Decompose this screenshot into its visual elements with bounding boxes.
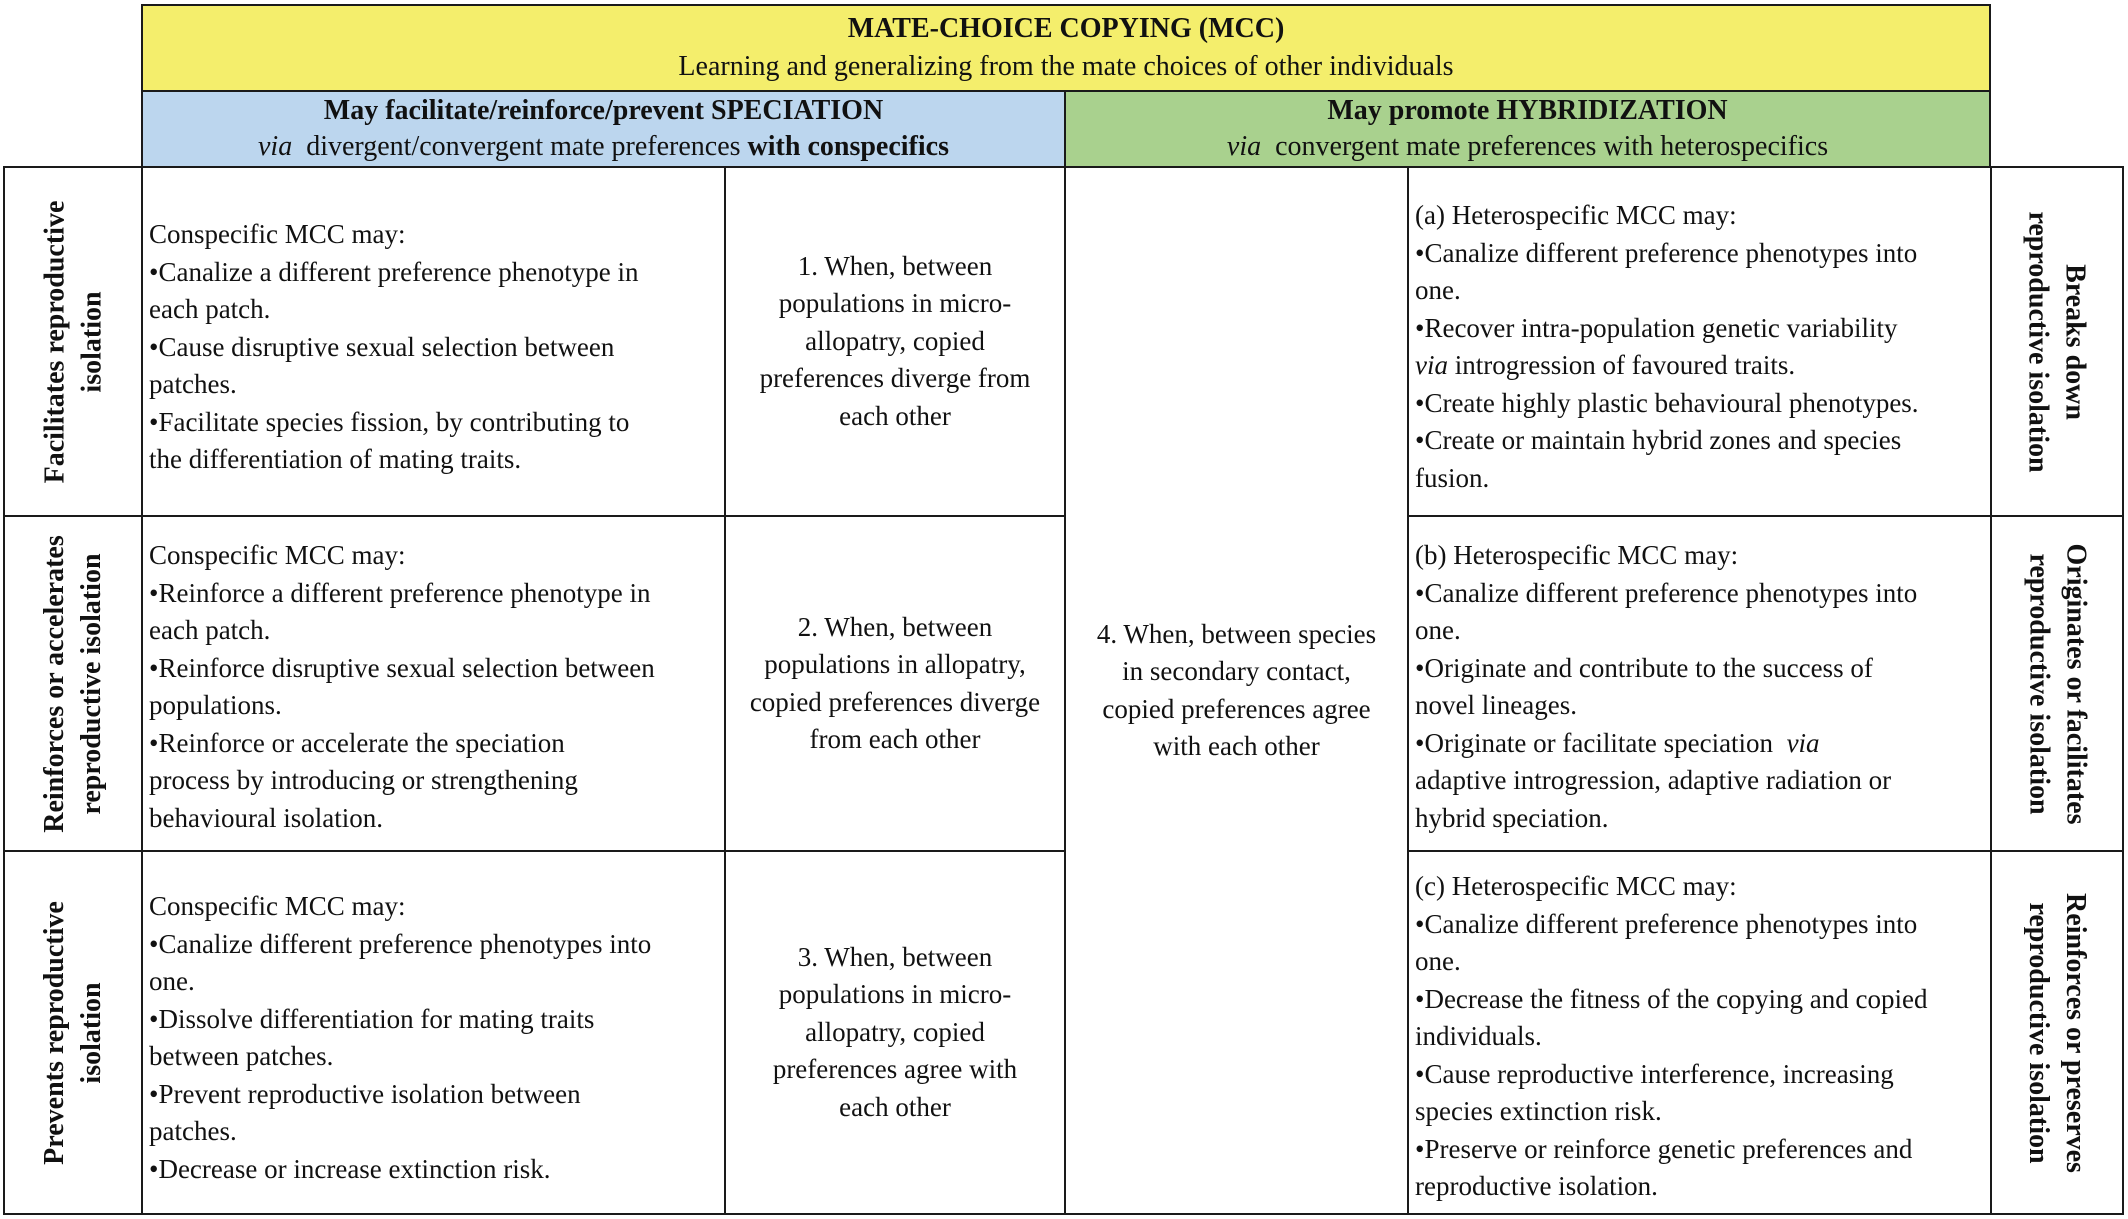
cell-line: hybrid speciation. — [1415, 802, 1609, 833]
cell-line: •Prevent reproductive isolation between — [149, 1078, 581, 1109]
cell-line: •Reinforce or accelerate the speciation — [149, 727, 565, 758]
cell-line: the differentiation of mating traits. — [149, 444, 522, 474]
row-label-facilitates — [3, 166, 143, 517]
cell-line: •Create or maintain hybrid zones and species — [1415, 425, 1902, 455]
speciation-heading: May facilitate/reinforce/prevent SPECIATION — [323, 95, 884, 126]
cell-line: reproductive isolation. — [1415, 1171, 1658, 1201]
cell-intro: (c) Heterospecific MCC may: — [1415, 871, 1737, 901]
row-label-line: reproductive isolation — [2023, 552, 2055, 815]
scenario-line: populations in micro- — [778, 979, 1012, 1010]
cell-line: •Dissolve differentiation for mating traits — [149, 1003, 595, 1034]
row-label-line: Prevents reproductive — [39, 900, 70, 1165]
speciation-bold-tail: with conspecifics — [747, 131, 949, 162]
scenario-line: 4. When, between species — [1096, 618, 1377, 649]
cell-line: •Create highly plastic behavioural phenotypes. — [1415, 387, 1919, 418]
cell-line: •Cause disruptive sexual selection between — [149, 331, 615, 362]
cell-line: one. — [1415, 275, 1461, 305]
row-label-line: reproductive isolation — [2023, 901, 2055, 1164]
conspecific-cell-1 — [141, 166, 726, 517]
row-label-line: isolation — [76, 290, 108, 393]
table-title: MATE-CHOICE COPYING (MCC) — [847, 13, 1285, 44]
row-label-reinforces — [3, 515, 143, 852]
cell-line: behavioural isolation. — [149, 802, 383, 833]
cell-line: populations. — [149, 690, 282, 720]
cell-line: one. — [149, 966, 195, 996]
hybridization-subheading — [1227, 129, 1828, 165]
cell-line: patches. — [149, 369, 237, 399]
scenario-line: preferences agree with — [772, 1054, 1018, 1085]
scenario-line: preferences diverge from — [759, 363, 1031, 394]
row-label-line: Originates or facilitates — [2060, 543, 2092, 824]
heterospecific-cell-c — [1407, 850, 1992, 1215]
cell-line — [1415, 725, 1990, 763]
cell-line: novel lineages. — [1415, 690, 1577, 720]
cell-line: •Reinforce disruptive sexual selection between — [149, 652, 655, 683]
scenario-line: copied preferences agree — [1102, 693, 1371, 724]
cell-line: adaptive introgression, adaptive radiation or — [1415, 765, 1892, 795]
cell-line: •Preserve or reinforce genetic preferences and — [1415, 1133, 1913, 1164]
scenario-line: with each other — [1153, 731, 1320, 761]
scenario-cell-2 — [724, 515, 1066, 852]
cell-line: •Canalize different preference phenotypes into — [1415, 577, 1918, 608]
cell-line: •Canalize different preference phenotypes into — [149, 928, 652, 959]
cell-line: process by introducing or strengthening — [149, 765, 578, 795]
cell-intro: Conspecific MCC may: — [149, 540, 406, 570]
cell-line-rest: introgression of favoured traits. — [1448, 350, 1796, 380]
hybridization-text: convergent mate preferences with heterospecifics — [1275, 131, 1829, 162]
table-title-header — [141, 4, 1991, 92]
scenario-line: from each other — [809, 724, 981, 754]
speciation-text: divergent/convergent mate preferences — [306, 131, 741, 162]
row-label-line: reproductive isolation — [76, 552, 107, 815]
cell-line: •Decrease or increase extinction risk. — [149, 1153, 551, 1184]
speciation-subheading — [258, 129, 949, 165]
cell-line: •Canalize different preference phenotypes into — [1415, 908, 1918, 939]
speciation-header — [141, 90, 1066, 168]
scenario-line: allopatry, copied — [805, 325, 985, 356]
scenario-cell-3 — [724, 850, 1066, 1215]
hybridization-heading: May promote HYBRIDIZATION — [1327, 95, 1728, 126]
scenario-line: each other — [839, 1091, 951, 1122]
cell-intro: Conspecific MCC may: — [149, 219, 406, 249]
scenario-line: 3. When, between — [797, 941, 993, 972]
scenario-line: each other — [839, 400, 951, 431]
cell-line: •Decrease the fitness of the copying and copied — [1415, 983, 1928, 1014]
row-label-line: isolation — [76, 981, 107, 1084]
cell-line: •Reinforce a different preference phenotype in — [149, 577, 651, 608]
row-label-line: Reinforces or accelerates — [39, 534, 70, 833]
row-label-prevents — [3, 850, 143, 1215]
via-text: via — [1786, 727, 1820, 758]
cell-line: patches. — [149, 1116, 237, 1146]
cell-line: each patch. — [149, 294, 271, 324]
scenario-line: copied preferences diverge — [749, 686, 1041, 717]
cell-line: one. — [1415, 946, 1461, 976]
scenario-line: populations in micro- — [778, 288, 1012, 319]
row-label-line: Facilitates reproductive — [39, 200, 71, 483]
cell-intro: (b) Heterospecific MCC may: — [1415, 540, 1739, 570]
cell-intro: (a) Heterospecific MCC may: — [1415, 200, 1737, 230]
cell-line: •Facilitate species fission, by contributing to — [149, 406, 630, 437]
row-label-originates — [1990, 515, 2124, 852]
row-label-line: Breaks down — [2060, 263, 2092, 420]
scenario-line: populations in allopatry, — [764, 649, 1026, 679]
row-label-line: reproductive isolation — [2023, 210, 2055, 473]
table-subtitle: Learning and generalizing from the mate choices of other individuals — [678, 51, 1454, 82]
cell-line: •Canalize different preference phenotypes into — [1415, 237, 1918, 268]
hybridization-header — [1064, 90, 1991, 168]
row-label-breaks-down — [1990, 166, 2124, 517]
cell-line: •Cause reproductive interference, increasing — [1415, 1058, 1894, 1089]
scenario-cell-4 — [1064, 166, 1409, 1215]
via-text: via — [258, 131, 293, 162]
cell-line: between patches. — [149, 1041, 334, 1071]
heterospecific-cell-a — [1407, 166, 1992, 517]
cell-line: •Canalize a different preference phenotype in — [149, 256, 639, 287]
cell-line: individuals. — [1415, 1021, 1542, 1051]
conspecific-cell-3 — [141, 850, 726, 1215]
cell-line: •Originate and contribute to the success of — [1415, 652, 1873, 683]
cell-line: species extinction risk. — [1415, 1096, 1662, 1126]
row-label-line: Reinforces or preserves — [2060, 892, 2092, 1173]
cell-line: one. — [1415, 615, 1461, 645]
cell-line: fusion. — [1415, 462, 1490, 493]
via-text: via — [1415, 350, 1448, 380]
cell-line — [1415, 347, 1990, 385]
via-text: via — [1226, 131, 1262, 162]
heterospecific-cell-b — [1407, 515, 1992, 852]
cell-intro: Conspecific MCC may: — [149, 891, 406, 921]
scenario-line: allopatry, copied — [805, 1016, 985, 1047]
scenario-line: in secondary contact, — [1122, 656, 1351, 686]
conspecific-cell-2 — [141, 515, 726, 852]
scenario-line: 2. When, between — [797, 611, 993, 642]
cell-line: each patch. — [149, 615, 271, 645]
cell-line: •Recover intra-population genetic variability — [1415, 312, 1898, 343]
scenario-cell-1 — [724, 166, 1066, 517]
row-label-preserves — [1990, 850, 2124, 1215]
scenario-line: 1. When, between — [797, 250, 993, 281]
cell-line-start: •Originate or facilitate speciation — [1415, 727, 1780, 758]
